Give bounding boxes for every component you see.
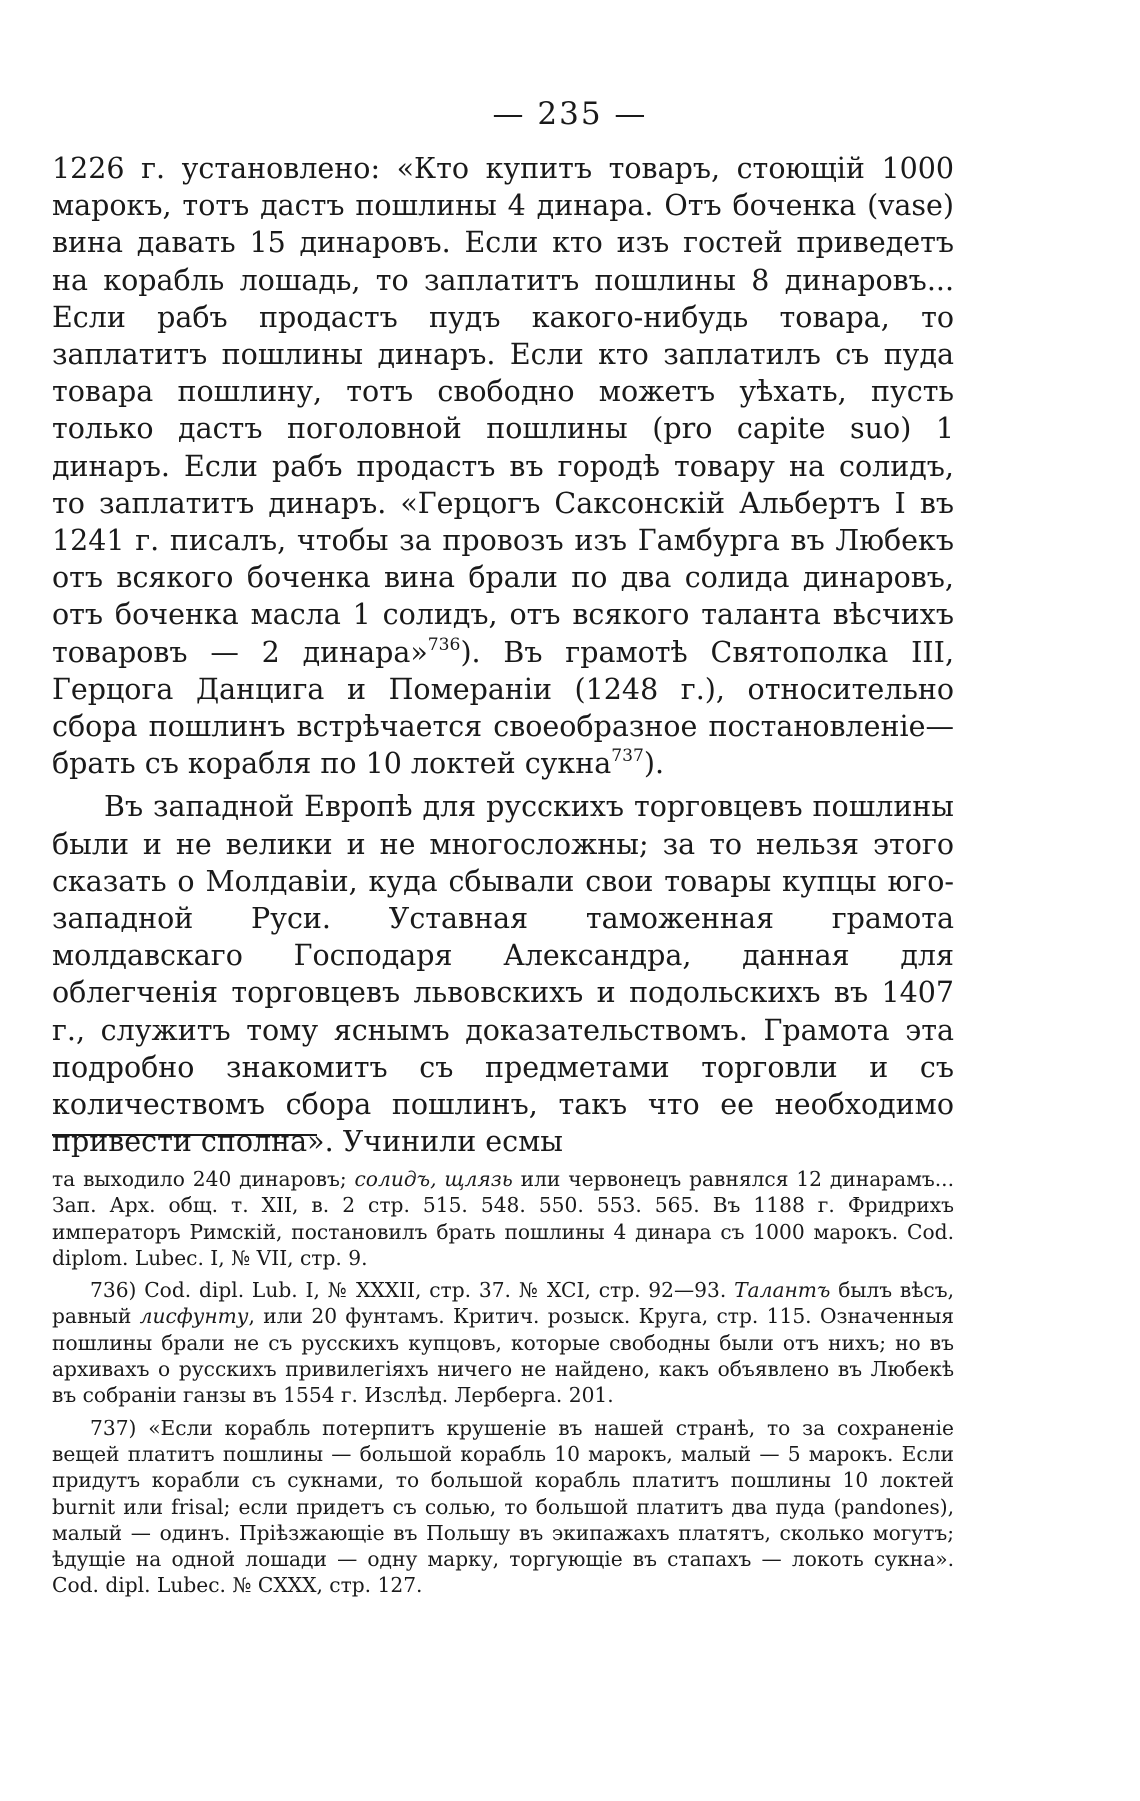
paragraph-1-text-b: ). Въ грамотѣ Святополка III, Герцога Данцига и Помераніи (1248 г.), относительно сбора пошлинъ встрѣчается своеобразное постановленіе—брать съ корабля по 10 локтей сукна (52, 635, 955, 781)
paragraph-2: Въ западной Европѣ для русскихъ торговцевъ пошлины были и не велики и не многосложны; за то нельзя этого сказать о Молдавіи, куда сбывали свои товары купцы юго-западной Руси. Уставная таможенная грамота молдавскаго Господаря Александра, данная для облегченія торговцевъ львовскихъ и подольскихъ въ 1407 г., служитъ тому яснымъ доказательствомъ. Грамота эта подробно знакомитъ съ предметами торговли и съ количествомъ сбора пошлинъ, такъ что ее необходимо привести сполна». Учинили есмы (52, 790, 954, 1159)
footnote-continued-text-1: та выходило 240 динаровъ; (52, 1167, 355, 1191)
footnote-ref-736: 736 (427, 634, 461, 655)
footnote-ref-737: 737 (611, 746, 644, 767)
footnote-736 (52, 1277, 954, 1408)
page-number: — 235 — (492, 96, 648, 132)
paragraph-1-text-c: ). (643, 747, 665, 781)
footnote-736-text-1: ) Cod. dipl. Lub. I, № XXXII, стр. 37. № XCI, стр. 92—93. (128, 1278, 735, 1303)
footnote-continued (52, 1166, 954, 1271)
footnote-736-italic-2: лисфунту (139, 1304, 249, 1329)
footnote-736-text-2: былъ вѣсъ, равный (52, 1278, 954, 1329)
paragraph-1 (52, 150, 954, 782)
footnote-divider (52, 1134, 317, 1136)
footnote-736-mark: 736 (90, 1278, 129, 1303)
footnote-continued-italic-1: солидъ, щлязь (354, 1167, 513, 1191)
footnote-continued-text-2: или червонецъ равнялся 12 динарамъ... Зап. Арх. общ. т. XII, в. 2 стр. 515. 548. 550. 553. 565. Въ 1188 г. Фридрихъ императоръ Римскій, постановилъ брать пошлины 4 динара съ 1000 марокъ. Cod. diplom. Lubec. I, № VII, стр. 9. (52, 1167, 955, 1270)
footnote-737-mark: 737 (90, 1415, 129, 1440)
paragraph-1-text-a: 1226 г. установлено: «Кто купитъ товаръ, стоющій 1000 марокъ, тотъ дастъ пошлины 4 динара. Отъ боченка (vase) вина давать 15 динаровъ. Если кто изъ гостей приведетъ на корабль лошадь, то заплатитъ пошлины 8 динаровъ... Если рабъ продастъ пудъ какого-нибудь товара, то заплатитъ пошлины динаръ. Если кто заплатилъ съ пуда товара пошлину, тотъ свободно можетъ уѣхать, пусть только дастъ поголовной пошлины (pro capite suo) 1 динаръ. Если рабъ продастъ въ городѣ товару на солидъ, то заплатитъ динаръ. «Герцогъ Саксонскій Альбертъ I въ 1241 г. писалъ, чтобы за провозъ изъ Гамбурга въ Любекъ отъ всякого боченка вина брали по два солида динаровъ, отъ боченка масла 1 солидъ, отъ всякого таланта вѣсчихъ товаровъ — 2 динара» (52, 152, 954, 669)
footnote-736-italic-1: Талантъ (734, 1278, 831, 1303)
footnote-736-text-3: , или 20 фунтамъ. Критич. розыск. Круга, стр. 115. Означенныя пошлины брали не съ русскихъ купцовъ, которые свободны были отъ нихъ; но въ архивахъ о русскихъ привилегіяхъ ничего не найдено, какъ объявлено въ Любекѣ въ собраніи ганзы въ 1554 г. Изслѣд. Лерберга. 201. (52, 1304, 955, 1408)
footnote-737-text-1: ) «Если корабль потерпитъ крушеніе въ нашей странѣ, то за сохраненіе вещей платитъ пошлины — большой корабль 10 марокъ, малый — 5 марокъ. Если придутъ корабли съ сукнами, то большой корабль платитъ пошлины 10 локтей burnit или frisal; если придетъ съ солью, то большой платитъ два пуда (pandones), малый — одинъ. Пріѣзжающіе въ Польшу въ экипажахъ платятъ, сколько могутъ; ѣдущіе на одной лошади — одну марку, торгующіе въ стапахъ — локоть сукна». Cod. dipl. Lubec. № CXXX, стр. 127. (52, 1415, 954, 1598)
main-text (52, 150, 954, 1160)
footnote-737 (52, 1415, 954, 1599)
footnotes (52, 1166, 954, 1605)
